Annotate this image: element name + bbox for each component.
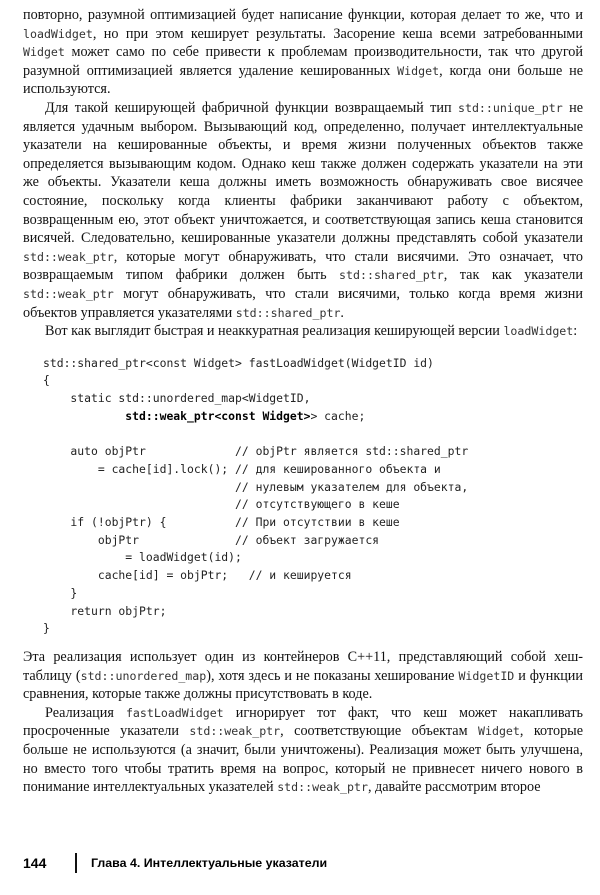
- inline-code: std::weak_ptr: [189, 724, 281, 739]
- inline-code: std::shared_ptr: [235, 305, 341, 320]
- inline-code: std::unique_ptr: [457, 100, 563, 115]
- code-line: if (!objPtr) { // При отсутствии в кеше: [43, 515, 400, 530]
- code-line: return objPtr;: [43, 603, 167, 618]
- inline-code: fastLoadWidget: [125, 705, 224, 720]
- inline-code: std::weak_ptr: [23, 286, 114, 301]
- code-bold: std::weak_ptr<const Widget>: [125, 408, 311, 423]
- code-line: > cache;: [310, 408, 366, 423]
- text: , которые могут обнаруживать, что стали висячими. Это означает, что возвращаемым типом фабрики должен быть: [23, 248, 583, 284]
- inline-code: Widget: [478, 724, 520, 739]
- code-line: objPtr // объект загружается: [43, 532, 380, 547]
- text: Реализация: [45, 704, 126, 721]
- text: , когда они больше не используются.: [23, 62, 583, 98]
- inline-code: loadWidget: [503, 324, 574, 339]
- code-line: cache[id] = objPtr; // и кешируется: [43, 568, 352, 583]
- code-line: std::shared_ptr<const Widget> fastLoadWidget(WidgetID id): [43, 355, 434, 370]
- text: игнорирует тот факт, что кеш может накапливать просроченные указатели: [23, 704, 583, 740]
- code-listing: [43, 355, 583, 638]
- page-number: 144: [23, 855, 47, 871]
- chapter-title: Глава 4. Интеллектуальные указатели: [91, 856, 328, 870]
- inline-code: std::shared_ptr: [339, 268, 444, 283]
- text: :: [573, 323, 578, 340]
- text: и функции сравнения, которые также должны присутствовать в коде.: [23, 667, 583, 703]
- text: может само по себе привести к проблемам производительности, так что другой разумной оптимизацией является удаление кешированных: [23, 44, 583, 79]
- paragraph-code-intro: [23, 322, 583, 341]
- inline-code: WidgetID: [458, 668, 515, 683]
- page-footer: [23, 853, 583, 875]
- code-line: auto objPtr // objPtr является std::shared_ptr: [43, 444, 469, 459]
- text: Вот как выглядит быстрая и неаккуратная реализация кеширующей версии: [45, 323, 504, 340]
- text: .: [340, 304, 344, 321]
- inline-code: loadWidget: [23, 26, 93, 41]
- text: , но при этом кеширует результаты. Засорение кеша всеми затребованными: [92, 25, 583, 42]
- code-line: static std::unordered_map<WidgetID,: [43, 391, 311, 406]
- page-body: [23, 6, 583, 797]
- text: повторно, разумной оптимизацией будет написание функции, которая делает то же, что и: [23, 7, 583, 23]
- paragraph-unordered-map: [23, 648, 583, 704]
- text: могут обнаруживать, что стали висячими, только когда время жизни объектов управляется указателями: [23, 285, 583, 321]
- footer-divider: [75, 853, 77, 873]
- paragraph-continuation: [23, 6, 583, 99]
- text: не является удачным выбором. Вызывающий код, определенно, получает интеллектуальные указатели на кешированные объекты, и время жизни полученных объектов также определяется вызывающим кодом. Однако кеш также должен содержать указатели на эти же объекты. Указатели кеша должны иметь возможность обнаруживать свое висячее состояние, поскольку когда клиенты фабрики заканчивают работу с объектом, возвращенным ею, этот объект уничтожается, и соответствующая запись кеша становится висячей. Следовательно, кешированные указатели должны представлять собой указатели: [23, 99, 584, 247]
- code-line: // нулевым указателем для объекта,: [43, 479, 469, 494]
- text: Эта реализация использует один из контейнеров C++11, представляющий собой хеш-таблицу (: [23, 648, 583, 684]
- paragraph-factory-return-type: [23, 99, 583, 322]
- inline-code: Widget: [397, 63, 440, 78]
- text: , давайте рассмотрим второе: [367, 779, 541, 796]
- text: Для такой кеширующей фабричной функции возвращаемый тип: [45, 99, 458, 116]
- code-line: }: [43, 621, 50, 636]
- paragraph-expired-pointers: [23, 704, 583, 797]
- inline-code: std::weak_ptr: [23, 249, 114, 264]
- code-line: // отсутствующего в кеше: [43, 497, 400, 512]
- text: ), хотя здесь и не показаны хеширование: [206, 667, 459, 684]
- text: , которые больше не используются (а значит, были уничтожены). Реализация может быть улучшена, но вместо того чтобы тратить время на вопрос, который не привнесет ничего нового в понимание интеллектуальных указателей: [23, 723, 583, 796]
- inline-code: std::weak_ptr: [277, 780, 368, 795]
- code-line: {: [43, 373, 50, 388]
- text: , так как указатели: [443, 267, 583, 284]
- code-line: }: [43, 585, 78, 600]
- text: , соответствующие объектам: [280, 723, 478, 740]
- code-line: = cache[id].lock(); // для кешированного объекта и: [43, 461, 441, 476]
- code-line: = loadWidget(id);: [43, 550, 242, 565]
- inline-code: Widget: [23, 45, 65, 60]
- code-line: [43, 409, 125, 423]
- inline-code: std::unordered_map: [80, 668, 207, 683]
